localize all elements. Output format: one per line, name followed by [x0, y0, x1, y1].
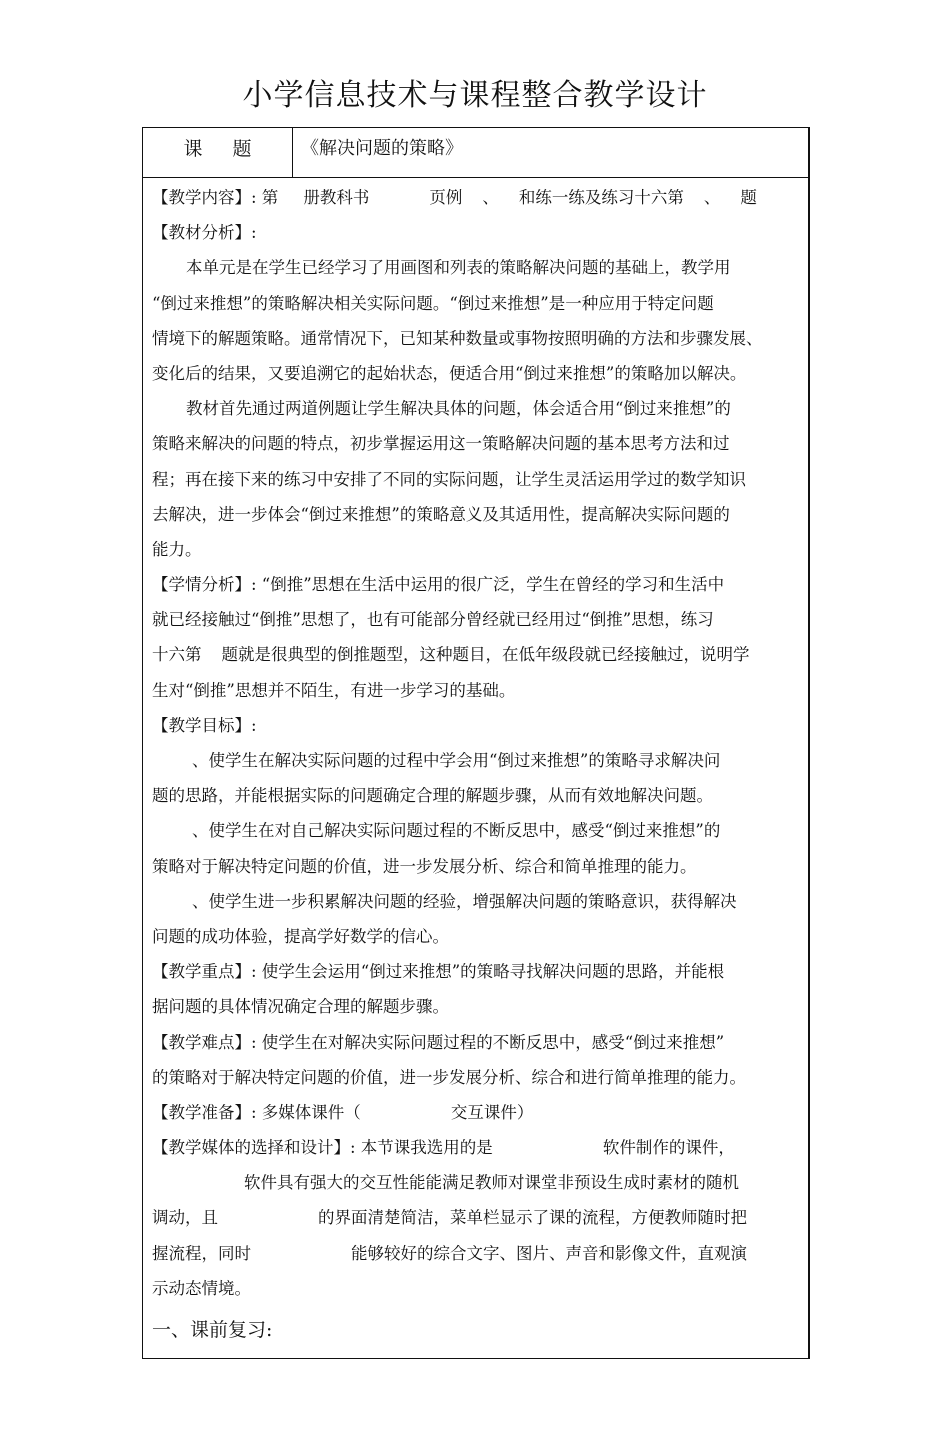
document-title: 小学信息技术与课程整合教学设计: [242, 78, 708, 113]
paragraph-line: 情境下的解题策略。通常情况下，已知某种数量或事物按照明确的方法和步骤发展、: [152, 328, 763, 348]
key-point-line: 【教学重点】: 使学生会运用“倒过来推想”的策略寻找解决问题的思路，并能根: [152, 962, 725, 982]
paragraph-line: 能力。: [152, 539, 202, 559]
pre-class-review-heading: 一、课前复习:: [152, 1319, 273, 1341]
goal-line: 、使学生在对自己解决实际问题过程的不断反思中，感受“倒过来推想”的: [192, 821, 721, 841]
difficulty-line: 的策略对于解决特定问题的价值，进一步发展分析、综合和进行简单推理的能力。: [152, 1067, 746, 1087]
paragraph-line: 教材首先通过两道例题让学生解决具体的问题，体会适合用“倒过来推想”的: [186, 399, 731, 419]
paragraph-line: 变化后的结果，又要追溯它的起始状态，便适合用“倒过来推想”的策略加以解决。: [152, 363, 747, 383]
teaching-goals-heading: 【教学目标】:: [152, 715, 257, 735]
difficulty-line: 【教学难点】: 使学生在对解决实际问题过程的不断反思中，感受“倒过来推想”: [152, 1032, 725, 1052]
goal-line: 题的思路，并能根据实际的问题确定合理的解题步骤，从而有效地解决问题。: [152, 786, 713, 806]
paragraph-line: 策略来解决的问题的特点，初步掌握运用这一策略解决问题的基本思考方法和过: [152, 434, 730, 454]
paragraph-line: 程；再在接下来的练习中安排了不同的实际问题，让学生灵活运用学过的数学知识: [152, 469, 746, 489]
paragraph-line: 生对“倒推”思想并不陌生，有进一步学习的基础。: [152, 680, 516, 700]
media-design-line: 【教学媒体的选择和设计】: 本节课我选用的是 软件制作的课件，: [152, 1138, 735, 1158]
paragraph-line: 十六第 题就是很典型的倒推题型，这种题目，在低年级段就已经接触过，说明学: [152, 645, 750, 665]
teaching-content-line: 【教学内容】: 第 册教科书 页例 、 和练一练及练习十六第 、 题: [152, 188, 757, 207]
preparation-line: 【教学准备】: 多媒体课件（ 交互课件）: [152, 1102, 534, 1122]
goal-line: 策略对于解决特定问题的价值，进一步发展分析、综合和简单推理的能力。: [152, 856, 697, 876]
goal-line: 、使学生在解决实际问题的过程中学会用“倒过来推想”的策略寻求解决问: [192, 751, 721, 770]
lesson-body: [152, 180, 812, 1350]
lesson-plan-table: [142, 127, 810, 1359]
topic-value: 《解决问题的策略》: [301, 138, 463, 159]
material-analysis-heading: 【教材分析】:: [152, 223, 257, 243]
paragraph-line: 本单元是在学生已经学习了用画图和列表的策略解决问题的基础上，教学用: [186, 258, 731, 278]
media-design-line: 示动态情境。: [152, 1278, 251, 1298]
topic-label: 课题: [143, 128, 293, 177]
paragraph-line: 就已经接触过“倒推”思想了，也有可能部分曾经就已经用过“倒推”思想，练习: [152, 610, 714, 630]
media-design-line: 软件具有强大的交互性能能满足教师对课堂非预设生成时素材的随机: [244, 1173, 739, 1193]
paragraph-line: “倒过来推想”的策略解决相关实际问题。“倒过来推想”是一种应用于特定问题: [152, 293, 714, 313]
goal-line: 、使学生进一步积累解决问题的经验，增强解决问题的策略意识，获得解决: [192, 891, 737, 911]
header-row: [143, 128, 808, 178]
learner-analysis-line: 【学情分析】: “倒推”思想在生活中运用的很广泛，学生在曾经的学习和生活中: [152, 575, 725, 595]
paragraph-line: 去解决，进一步体会“倒过来推想”的策略意义及其适用性，提高解决实际问题的: [152, 504, 730, 524]
key-point-line: 据问题的具体情况确定合理的解题步骤。: [152, 997, 449, 1017]
media-design-line: 调动，且 的界面清楚简洁，菜单栏显示了课的流程，方便教师随时把: [152, 1208, 747, 1228]
goal-line: 问题的成功体验，提高学好数学的信心。: [152, 926, 449, 946]
media-design-line: 握流程，同时 能够较好的综合文字、图片、声音和影像文件，直观演: [152, 1243, 747, 1263]
